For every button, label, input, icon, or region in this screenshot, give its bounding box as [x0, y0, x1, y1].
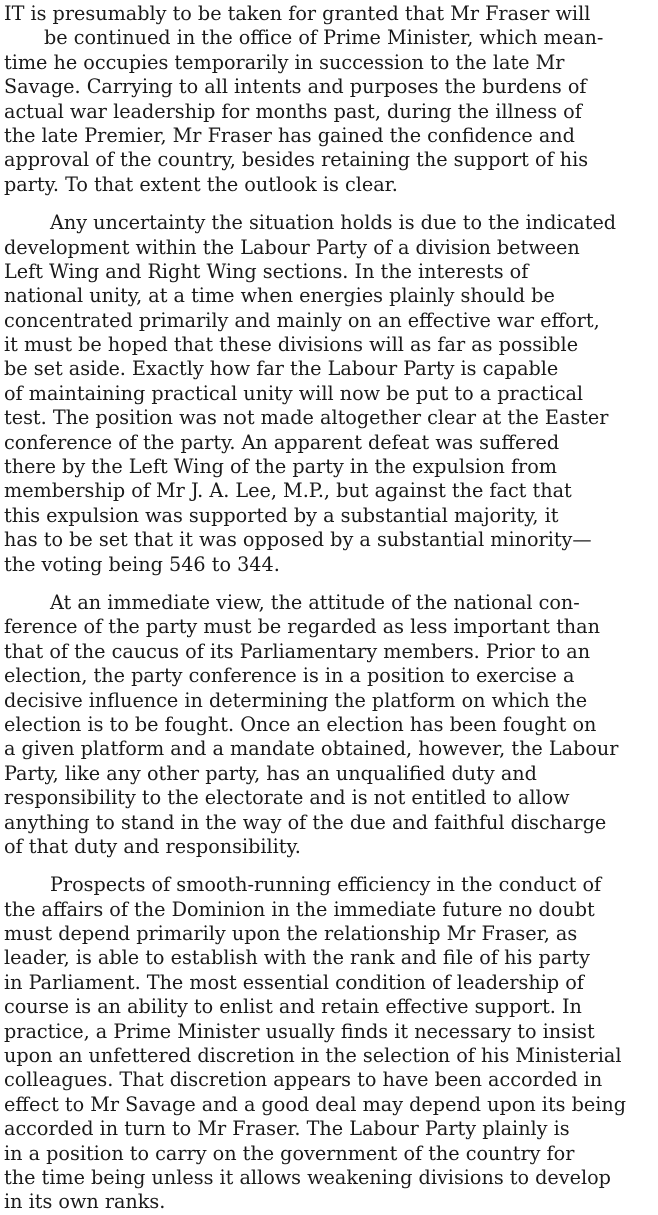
text-line: course is an ability to enlist and retain effective support. In: [4, 995, 582, 1019]
text-line: IT is presumably to be taken for granted that Mr Fraser will: [4, 2, 591, 25]
text-line: national unity, at a time when energies plainly should be: [4, 284, 555, 308]
text-line: decisive influence in determining the platform on which the: [4, 688, 588, 712]
text-line: a given platform and a mandate obtained, however, the Labour: [4, 737, 619, 761]
text-line: in Parliament. The most essential condition of leadership of: [4, 970, 584, 994]
text-line: Savage. Carrying to all intents and purposes the burdens of: [4, 75, 587, 99]
text-line: concentrated primarily and mainly on an effective war effort,: [4, 308, 600, 332]
text-line: accorded in turn to Mr Fraser. The Labour Party plainly is: [4, 1117, 570, 1141]
text-line: in a position to carry on the government of the country for: [4, 1141, 575, 1165]
text-line: party. To that extent the outlook is clear.: [4, 172, 398, 196]
text-line: election, the party conference is in a position to exercise a: [4, 664, 575, 688]
text-line: responsibility to the electorate and is not entitled to allow: [4, 786, 570, 810]
text-line: the late Premier, Mr Fraser has gained the confidence and: [4, 123, 575, 147]
text-line: anything to stand in the way of the due and faithful discharge: [4, 810, 607, 834]
text-line: be set aside. Exactly how far the Labour Party is capable: [4, 357, 559, 381]
paragraph-gap: [4, 577, 655, 591]
text-line: conference of the party. An apparent defeat was suffered: [4, 430, 560, 454]
text-line: colleagues. That discretion appears to have been accorded in: [4, 1068, 603, 1092]
text-line: time he occupies temporarily in succession to the late Mr: [4, 50, 565, 74]
paragraph-4: [4, 873, 655, 1214]
text-line: election is to be fought. Once an election has been fought on: [4, 712, 597, 736]
text-line: effect to Mr Savage and a good deal may depend upon its being: [4, 1092, 627, 1116]
text-line: the affairs of the Dominion in the immediate future no doubt: [4, 897, 595, 921]
article-body: [4, 2, 655, 1215]
paragraph-gap: [4, 859, 655, 873]
text-line: has to be set that it was opposed by a substantial minority—: [4, 528, 592, 552]
text-line: of maintaining practical unity will now be put to a practical: [4, 381, 584, 405]
paragraph-2: [4, 211, 655, 577]
text-line: of that duty and responsibility.: [4, 834, 301, 858]
text-line: actual war leadership for months past, during the illness of: [4, 99, 582, 123]
text-line: development within the Labour Party of a division between: [4, 235, 580, 259]
text-line: Any uncertainty the situation holds is due to the indicated: [50, 211, 617, 235]
text-line: in its own ranks.: [4, 1190, 166, 1214]
text-line: At an immediate view, the attitude of the national con-: [50, 590, 580, 614]
paragraph-1: [4, 2, 655, 197]
text-line: it must be hoped that these divisions will as far as possible: [4, 333, 579, 357]
text-line: ference of the party must be regarded as less important than: [4, 615, 600, 639]
text-line: approval of the country, besides retaining the support of his: [4, 148, 589, 172]
text-line: there by the Left Wing of the party in the expulsion from: [4, 455, 557, 479]
text-line: upon an unfettered discretion in the selection of his Ministerial: [4, 1044, 622, 1068]
text-line: Party, like any other party, has an unqualified duty and: [4, 761, 537, 785]
text-line: that of the caucus of its Parliamentary members. Prior to an: [4, 639, 591, 663]
text-line: leader, is able to establish with the rank and file of his party: [4, 946, 590, 970]
text-line: must depend primarily upon the relationship Mr Fraser, as: [4, 922, 578, 946]
paragraph-3: [4, 591, 655, 859]
text-line: test. The position was not made altogether clear at the Easter: [4, 406, 609, 430]
text-line: practice, a Prime Minister usually finds it necessary to insist: [4, 1019, 595, 1043]
text-line: be continued in the office of Prime Minister, which mean-: [44, 26, 604, 50]
text-line: Prospects of smooth-running efficiency in the conduct of: [50, 873, 602, 897]
paragraph-gap: [4, 197, 655, 211]
text-line: the time being unless it allows weakening divisions to develop: [4, 1165, 611, 1189]
text-line: the voting being 546 to 344.: [4, 552, 280, 576]
text-line: membership of Mr J. A. Lee, M.P., but against the fact that: [4, 479, 572, 503]
text-line: Left Wing and Right Wing sections. In the interests of: [4, 259, 529, 283]
text-line: this expulsion was supported by a substantial majority, it: [4, 503, 559, 527]
